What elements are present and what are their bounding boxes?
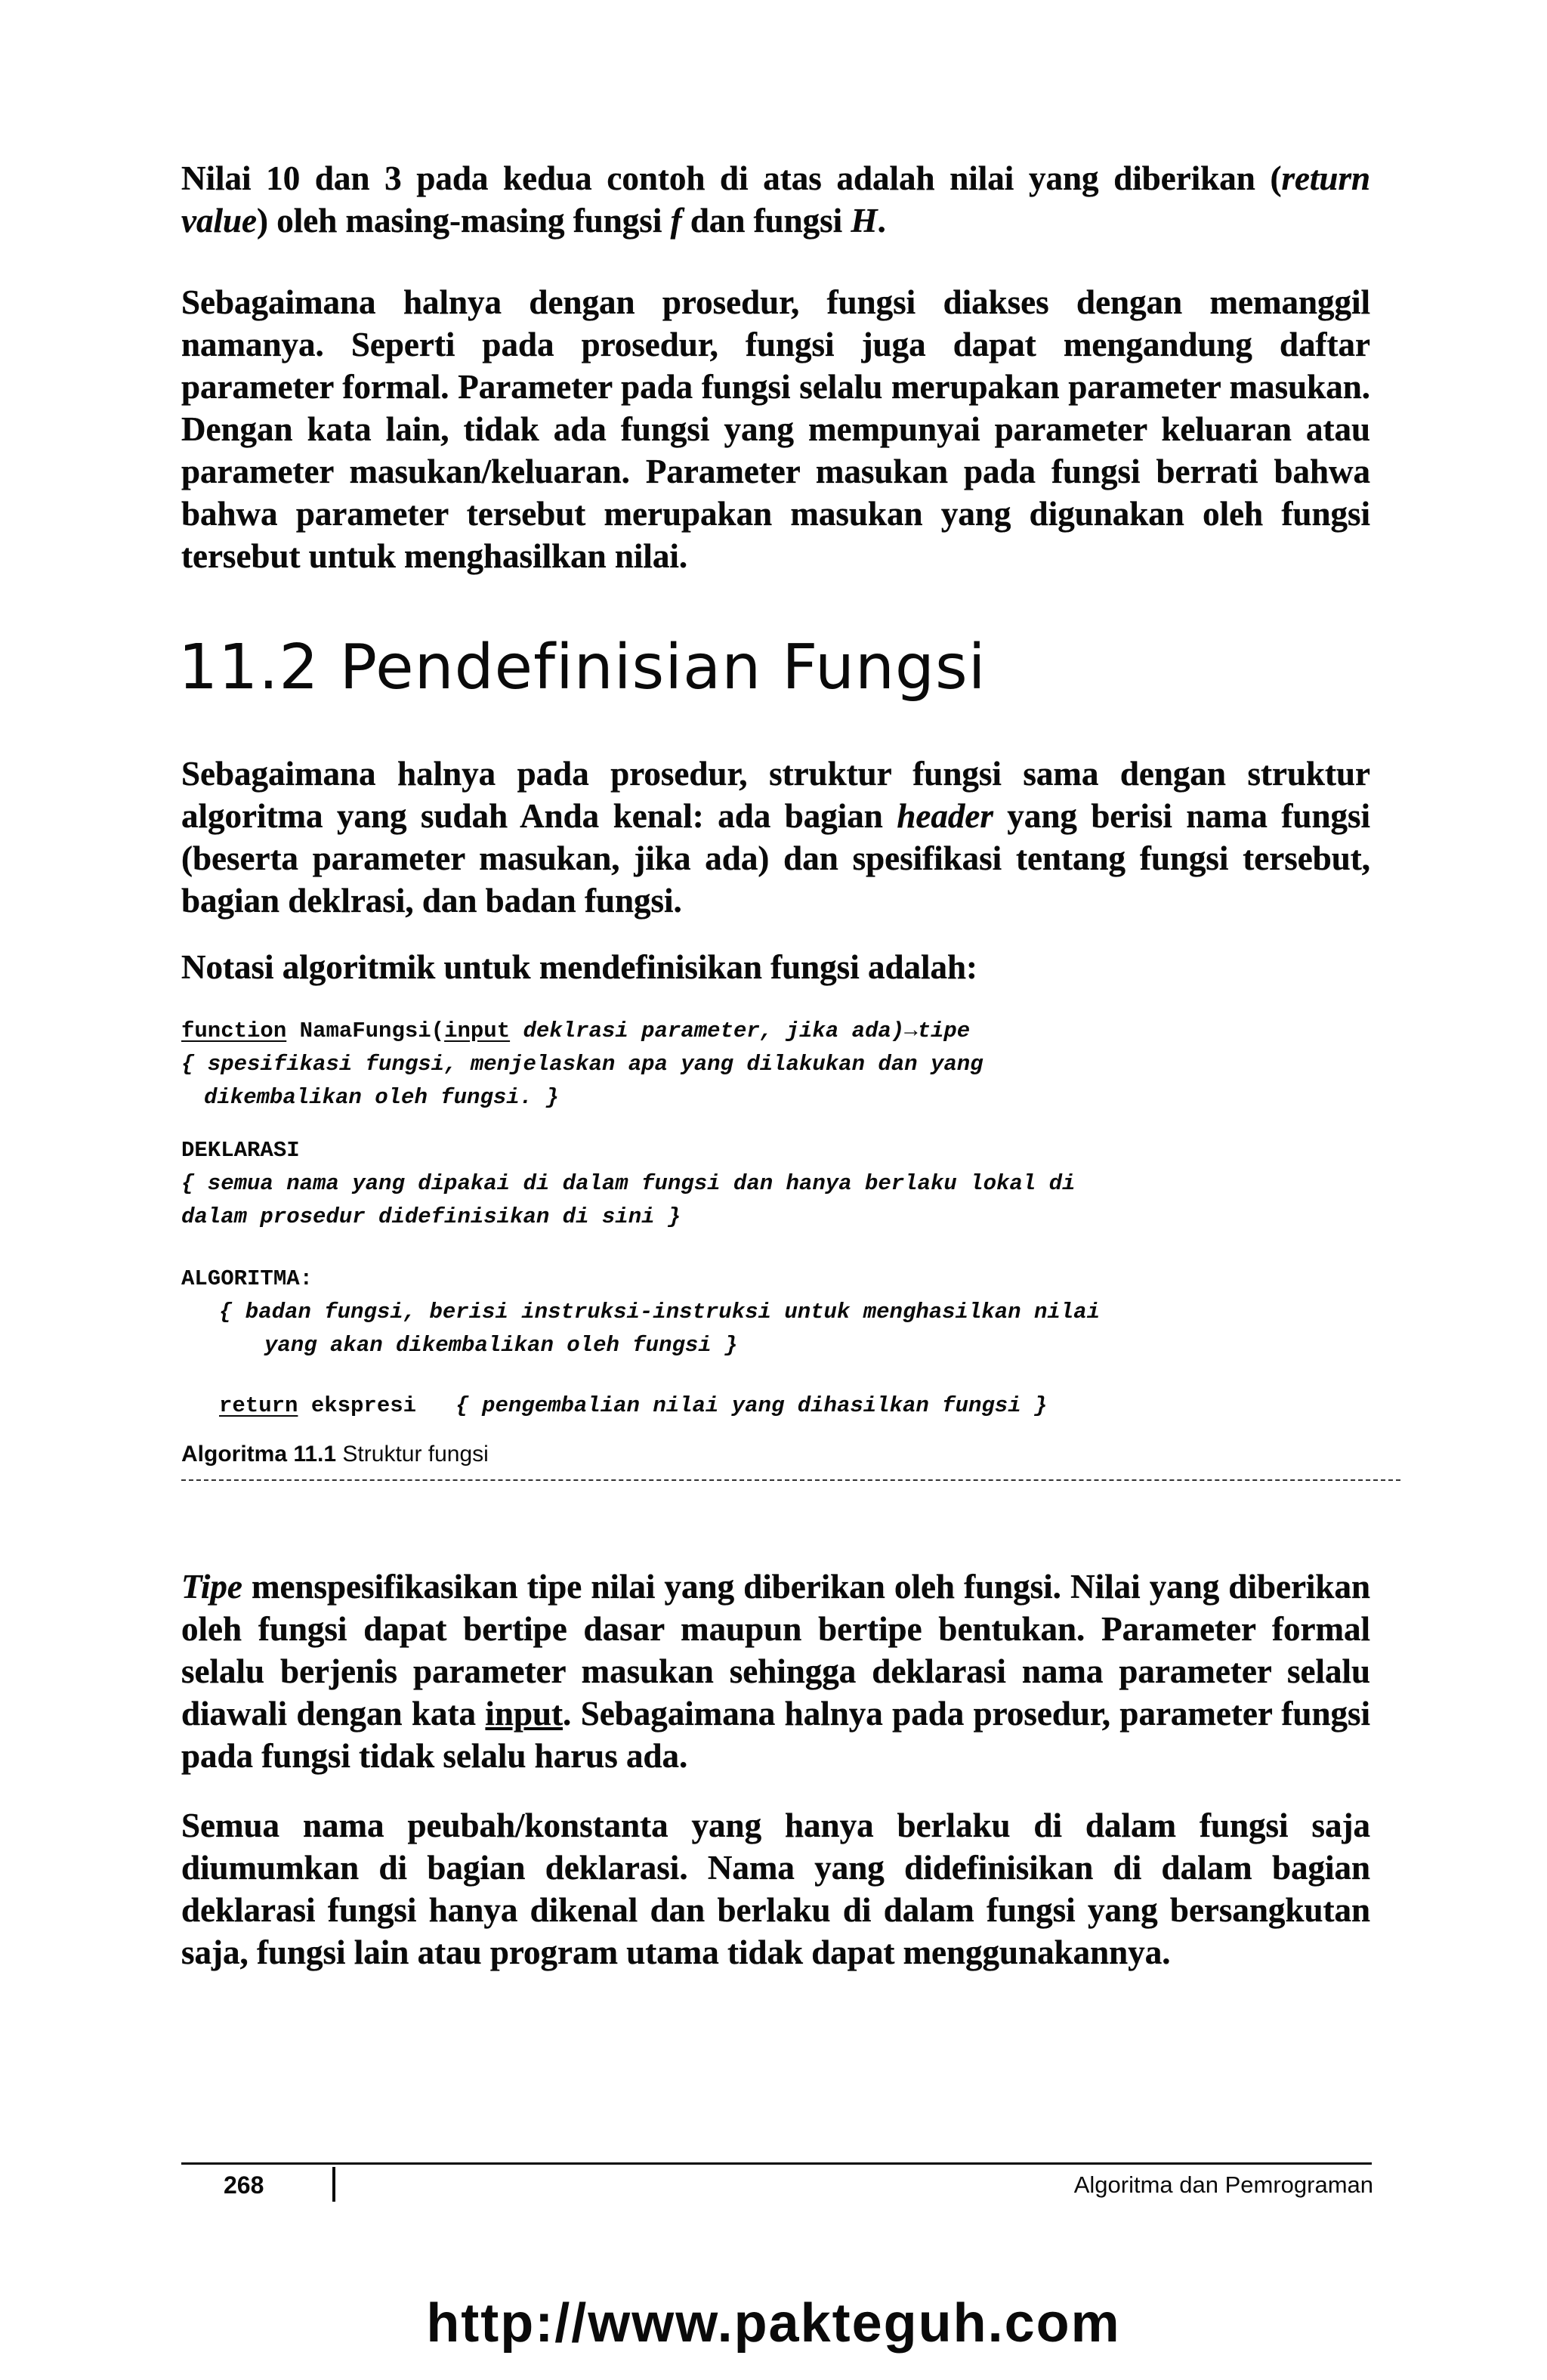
section-number: 11.2 bbox=[178, 632, 320, 703]
code-line-spec-2 bbox=[204, 1082, 559, 1113]
comment: { pengembalian nilai yang dihasilkan fungsi } bbox=[455, 1393, 1048, 1418]
underlined-keyword: input bbox=[485, 1695, 563, 1732]
code-line-dekl-1 bbox=[181, 1168, 1075, 1199]
paragraph-local-names: Semua nama peubah/konstanta yang hanya berlaku di dalam fungsi saja diumumkan di bagian deklarasi. Nama yang didefinisikan di dalam bagian deklarasi fungsi hanya dikenal dan berlaku di dalam fungsi yang bersangkutan saja, fungsi lain atau program utama tidak dapat menggunakannya. bbox=[181, 1807, 1370, 1971]
paragraph-tipe bbox=[181, 1566, 1370, 1777]
figure-caption bbox=[181, 1442, 489, 1467]
section-heading bbox=[178, 632, 986, 703]
watermark-url: http://www.pakteguh.com bbox=[426, 2293, 1121, 2354]
italic-term: H bbox=[851, 202, 878, 240]
section-title: Pendefinisian Fungsi bbox=[339, 632, 987, 703]
italic-term: Tipe bbox=[181, 1568, 242, 1606]
comment: dikembalikan oleh fungsi. } bbox=[204, 1085, 559, 1110]
text-run: yang berisi nama fungsi (beserta parameter masukan, jika ada) dan spesifikasi tentang fungsi tersebut, bagian deklrasi, dan badan fungsi. bbox=[181, 797, 1370, 920]
text-run: . Sebagaimana halnya pada prosedur, parameter fungsi pada fungsi tidak selalu harus ada. bbox=[181, 1695, 1370, 1775]
comment: { semua nama yang dipakai di dalam fungsi dan hanya berlaku lokal di bbox=[181, 1171, 1076, 1196]
text-run: Nilai 10 dan 3 pada kedua contoh di atas adalah nilai yang diberikan ( bbox=[181, 159, 1282, 197]
text-run: menspesifikasikan tipe nilai yang diberikan oleh fungsi. Nilai yang diberikan oleh fungsi dapat bertipe dasar maupun bertipe bentukan. Parameter formal selalu berjenis parameter masukan sehingga deklarasi nama parameter selalu diawali dengan kata bbox=[181, 1568, 1370, 1732]
caption-divider bbox=[181, 1479, 1400, 1481]
italic-term: f bbox=[670, 202, 682, 240]
text-run: . bbox=[877, 202, 886, 240]
function-name: NamaFungsi( bbox=[286, 1018, 445, 1043]
footer-divider bbox=[181, 2162, 1372, 2165]
keyword-function: function bbox=[181, 1018, 287, 1043]
code-line-spec-1 bbox=[181, 1049, 983, 1080]
parameter-spec: deklrasi parameter, jika ada) bbox=[510, 1018, 905, 1043]
comment: { spesifikasi fungsi, menjelaskan apa yang dilakukan dan yang bbox=[181, 1052, 983, 1077]
keyword-return: return bbox=[219, 1393, 298, 1418]
caption-label: Algoritma 11.1 bbox=[181, 1442, 337, 1467]
return-type: →tipe bbox=[904, 1018, 971, 1043]
code-line-deklarasi bbox=[181, 1135, 300, 1166]
keyword-algoritma: ALGORITMA: bbox=[181, 1266, 313, 1291]
caption-text: Struktur fungsi bbox=[342, 1442, 489, 1467]
footer-separator bbox=[332, 2167, 335, 2202]
paragraph-function-access: Sebagaimana halnya dengan prosedur, fungsi diakses dengan memanggil namanya. Seperti pada prosedur, fungsi juga dapat mengandung daftar parameter formal. Parameter pada fungsi selalu merupakan parameter masukan. Dengan kata lain, tidak ada fungsi yang mempunyai parameter keluaran atau parameter masukan/keluaran. Parameter masukan pada fungsi berrati bahwa bahwa parameter tersebut merupakan masukan yang digunakan oleh fungsi tersebut untuk menghasilkan nilai. bbox=[181, 283, 1370, 575]
paragraph-function-structure bbox=[181, 753, 1370, 922]
comment: dalam prosedur didefinisikan di sini } bbox=[181, 1204, 681, 1229]
code-line-algoritma bbox=[181, 1263, 313, 1294]
code-line-return bbox=[219, 1390, 1047, 1421]
code-line-algo-2 bbox=[264, 1330, 738, 1361]
text-run: dan fungsi bbox=[681, 202, 851, 240]
text-run: ) oleh masing-masing fungsi bbox=[256, 202, 671, 240]
page-number: 268 bbox=[224, 2171, 264, 2199]
keyword-input: input bbox=[444, 1018, 511, 1043]
italic-term: header bbox=[897, 797, 993, 835]
code-line-header bbox=[181, 1015, 970, 1046]
italic-term: return value bbox=[181, 159, 1370, 240]
return-expression: ekspresi bbox=[298, 1393, 417, 1418]
code-line-algo-1 bbox=[219, 1297, 1100, 1328]
comment: { badan fungsi, berisi instruksi-instruksi untuk menghasilkan nilai bbox=[219, 1300, 1100, 1324]
code-line-dekl-2 bbox=[181, 1201, 681, 1232]
paragraph-notation-intro: Notasi algoritmik untuk mendefinisikan fungsi adalah: bbox=[181, 948, 977, 986]
keyword-deklarasi: DEKLARASI bbox=[181, 1138, 300, 1163]
paragraph-return-value bbox=[181, 157, 1370, 242]
text-run: Sebagaimana halnya pada prosedur, struktur fungsi sama dengan struktur algoritma yang sudah Anda kenal: ada bagian bbox=[181, 755, 1370, 835]
comment: yang akan dikembalikan oleh fungsi } bbox=[264, 1333, 738, 1358]
book-title: Algoritma dan Pemrograman bbox=[1073, 2171, 1373, 2198]
